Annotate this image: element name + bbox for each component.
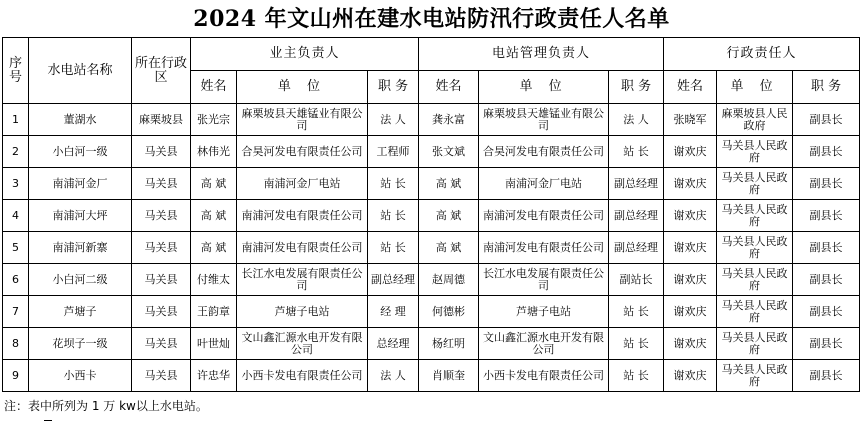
cell-owner-position: 经 理 <box>368 296 419 328</box>
cell-mgmt-position: 站 长 <box>609 296 664 328</box>
cell-owner-name: 高 斌 <box>191 168 237 200</box>
document-title: 2024 年文山州在建水电站防汛行政责任人名单 <box>193 6 670 32</box>
cell-owner-position: 站 长 <box>368 232 419 264</box>
cell-owner-unit: 芦塘子电站 <box>237 296 368 328</box>
header-region: 所在行政区 <box>132 38 191 104</box>
cell-owner-name: 高 斌 <box>191 232 237 264</box>
cell-owner-unit: 麻栗坡县天雄锰业有限公司 <box>237 104 368 136</box>
cell-mgmt-position: 副总经理 <box>609 232 664 264</box>
cell-seq: 9 <box>3 360 29 392</box>
table-row <box>3 200 860 232</box>
table-row <box>3 328 860 360</box>
cell-seq: 7 <box>3 296 29 328</box>
cell-owner-unit: 南浦河发电有限责任公司 <box>237 232 368 264</box>
roster-body <box>3 104 860 392</box>
cell-station: 南浦河新寨 <box>29 232 132 264</box>
cell-admin-name: 谢欢庆 <box>664 328 717 360</box>
header-mgmt-position: 职 务 <box>609 71 664 104</box>
cell-region: 马关县 <box>132 328 191 360</box>
cell-region: 马关县 <box>132 360 191 392</box>
cell-admin-unit: 马关县人民政府 <box>717 136 793 168</box>
cell-mgmt-position: 法 人 <box>609 104 664 136</box>
header-admin-position: 职 务 <box>793 71 860 104</box>
header-admin-group: 行政责任人 <box>664 38 860 71</box>
cell-mgmt-position: 副站长 <box>609 264 664 296</box>
header-owner-position: 职 务 <box>368 71 419 104</box>
cell-admin-unit: 马关县人民政府 <box>717 168 793 200</box>
cell-region: 马关县 <box>132 232 191 264</box>
cell-mgmt-position: 站 长 <box>609 360 664 392</box>
cell-region: 麻栗坡县 <box>132 104 191 136</box>
cell-mgmt-unit: 麻栗坡县天雄锰业有限公司 <box>479 104 609 136</box>
table-row <box>3 168 860 200</box>
cell-owner-position: 工程师 <box>368 136 419 168</box>
cell-region: 马关县 <box>132 136 191 168</box>
cell-owner-unit: 南浦河发电有限责任公司 <box>237 200 368 232</box>
cell-seq: 3 <box>3 168 29 200</box>
cell-admin-unit: 马关县人民政府 <box>717 328 793 360</box>
cell-mgmt-name: 何德彬 <box>419 296 479 328</box>
cell-owner-name: 许忠华 <box>191 360 237 392</box>
cell-owner-unit: 合昊河发电有限责任公司 <box>237 136 368 168</box>
cell-owner-position: 副总经理 <box>368 264 419 296</box>
header-mgmt-group: 电站管理负责人 <box>419 38 664 71</box>
cell-mgmt-unit: 南浦河金厂电站 <box>479 168 609 200</box>
cell-owner-unit: 小西卡发电有限责任公司 <box>237 360 368 392</box>
cell-station: 董湖水 <box>29 104 132 136</box>
cell-mgmt-position: 站 长 <box>609 328 664 360</box>
header-owner-name: 姓名 <box>191 71 237 104</box>
cell-station: 小西卡 <box>29 360 132 392</box>
cell-admin-position: 副县长 <box>793 136 860 168</box>
header-row-top <box>3 38 860 71</box>
table-row <box>3 232 860 264</box>
cell-admin-name: 谢欢庆 <box>664 264 717 296</box>
cell-owner-name: 张光宗 <box>191 104 237 136</box>
cell-admin-position: 副县长 <box>793 296 860 328</box>
cell-mgmt-unit: 合昊河发电有限责任公司 <box>479 136 609 168</box>
cell-mgmt-name: 杨红明 <box>419 328 479 360</box>
table-row <box>3 104 860 136</box>
roster-table <box>2 37 860 392</box>
cell-station: 南浦河大坪 <box>29 200 132 232</box>
cell-mgmt-position: 站 长 <box>609 136 664 168</box>
cell-mgmt-unit: 南浦河发电有限责任公司 <box>479 200 609 232</box>
cell-owner-unit: 文山鑫汇源水电开发有限公司 <box>237 328 368 360</box>
cell-admin-unit: 马关县人民政府 <box>717 360 793 392</box>
cell-admin-unit: 马关县人民政府 <box>717 232 793 264</box>
cell-seq: 5 <box>3 232 29 264</box>
cell-admin-name: 谢欢庆 <box>664 232 717 264</box>
cell-mgmt-unit: 南浦河发电有限责任公司 <box>479 232 609 264</box>
cell-mgmt-name: 高 斌 <box>419 232 479 264</box>
cell-owner-position: 总经理 <box>368 328 419 360</box>
cell-owner-position: 站 长 <box>368 168 419 200</box>
cell-region: 马关县 <box>132 200 191 232</box>
cell-admin-unit: 马关县人民政府 <box>717 264 793 296</box>
cell-owner-unit: 南浦河金厂电站 <box>237 168 368 200</box>
cell-admin-name: 谢欢庆 <box>664 360 717 392</box>
cell-owner-name: 高 斌 <box>191 200 237 232</box>
cell-admin-position: 副县长 <box>793 232 860 264</box>
header-seq: 序号 <box>3 38 29 104</box>
header-admin-name: 姓名 <box>664 71 717 104</box>
cell-station: 花坝子一级 <box>29 328 132 360</box>
cell-mgmt-unit: 芦塘子电站 <box>479 296 609 328</box>
header-owner-unit: 单 位 <box>237 71 368 104</box>
cell-owner-position: 法 人 <box>368 360 419 392</box>
cell-region: 马关县 <box>132 168 191 200</box>
table-row <box>3 264 860 296</box>
cell-admin-unit: 麻栗坡县人民政府 <box>717 104 793 136</box>
cell-station: 小白河二级 <box>29 264 132 296</box>
cell-owner-position: 站 长 <box>368 200 419 232</box>
cell-mgmt-name: 龚永富 <box>419 104 479 136</box>
cell-mgmt-name: 赵周德 <box>419 264 479 296</box>
cell-admin-position: 副县长 <box>793 104 860 136</box>
header-mgmt-name: 姓名 <box>419 71 479 104</box>
cell-admin-name: 谢欢庆 <box>664 296 717 328</box>
cell-region: 马关县 <box>132 296 191 328</box>
cell-admin-position: 副县长 <box>793 200 860 232</box>
cell-station: 南浦河金厂 <box>29 168 132 200</box>
cell-admin-position: 副县长 <box>793 360 860 392</box>
header-station: 水电站名称 <box>29 38 132 104</box>
divider <box>44 420 52 421</box>
cell-seq: 6 <box>3 264 29 296</box>
cell-admin-name: 谢欢庆 <box>664 136 717 168</box>
footnote: 注：表中所列为 1 万 kw以上水电站。 <box>4 399 208 413</box>
cell-mgmt-name: 肖顺奎 <box>419 360 479 392</box>
cell-admin-name: 张晓军 <box>664 104 717 136</box>
header-mgmt-unit: 单 位 <box>479 71 609 104</box>
cell-mgmt-position: 副总经理 <box>609 168 664 200</box>
table-row <box>3 360 860 392</box>
cell-admin-position: 副县长 <box>793 328 860 360</box>
cell-admin-name: 谢欢庆 <box>664 168 717 200</box>
cell-mgmt-unit: 长江水电发展有限责任公司 <box>479 264 609 296</box>
cell-mgmt-position: 副总经理 <box>609 200 664 232</box>
cell-admin-position: 副县长 <box>793 264 860 296</box>
cell-region: 马关县 <box>132 264 191 296</box>
cell-admin-position: 副县长 <box>793 168 860 200</box>
cell-mgmt-unit: 文山鑫汇源水电开发有限公司 <box>479 328 609 360</box>
cell-seq: 4 <box>3 200 29 232</box>
cell-owner-unit: 长江水电发展有限责任公司 <box>237 264 368 296</box>
cell-seq: 8 <box>3 328 29 360</box>
cell-owner-name: 王韵章 <box>191 296 237 328</box>
cell-admin-unit: 马关县人民政府 <box>717 200 793 232</box>
cell-owner-name: 叶世灿 <box>191 328 237 360</box>
cell-station: 芦塘子 <box>29 296 132 328</box>
cell-seq: 2 <box>3 136 29 168</box>
header-owner-group: 业主负责人 <box>191 38 419 71</box>
cell-mgmt-unit: 小西卡发电有限责任公司 <box>479 360 609 392</box>
table-row <box>3 136 860 168</box>
header-admin-unit: 单 位 <box>717 71 793 104</box>
cell-mgmt-name: 高 斌 <box>419 200 479 232</box>
table-row <box>3 296 860 328</box>
cell-admin-unit: 马关县人民政府 <box>717 296 793 328</box>
cell-mgmt-name: 高 斌 <box>419 168 479 200</box>
cell-seq: 1 <box>3 104 29 136</box>
cell-admin-name: 谢欢庆 <box>664 200 717 232</box>
cell-owner-name: 付维太 <box>191 264 237 296</box>
cell-owner-position: 法 人 <box>368 104 419 136</box>
cell-mgmt-name: 张文斌 <box>419 136 479 168</box>
cell-station: 小白河一级 <box>29 136 132 168</box>
cell-owner-name: 林伟光 <box>191 136 237 168</box>
